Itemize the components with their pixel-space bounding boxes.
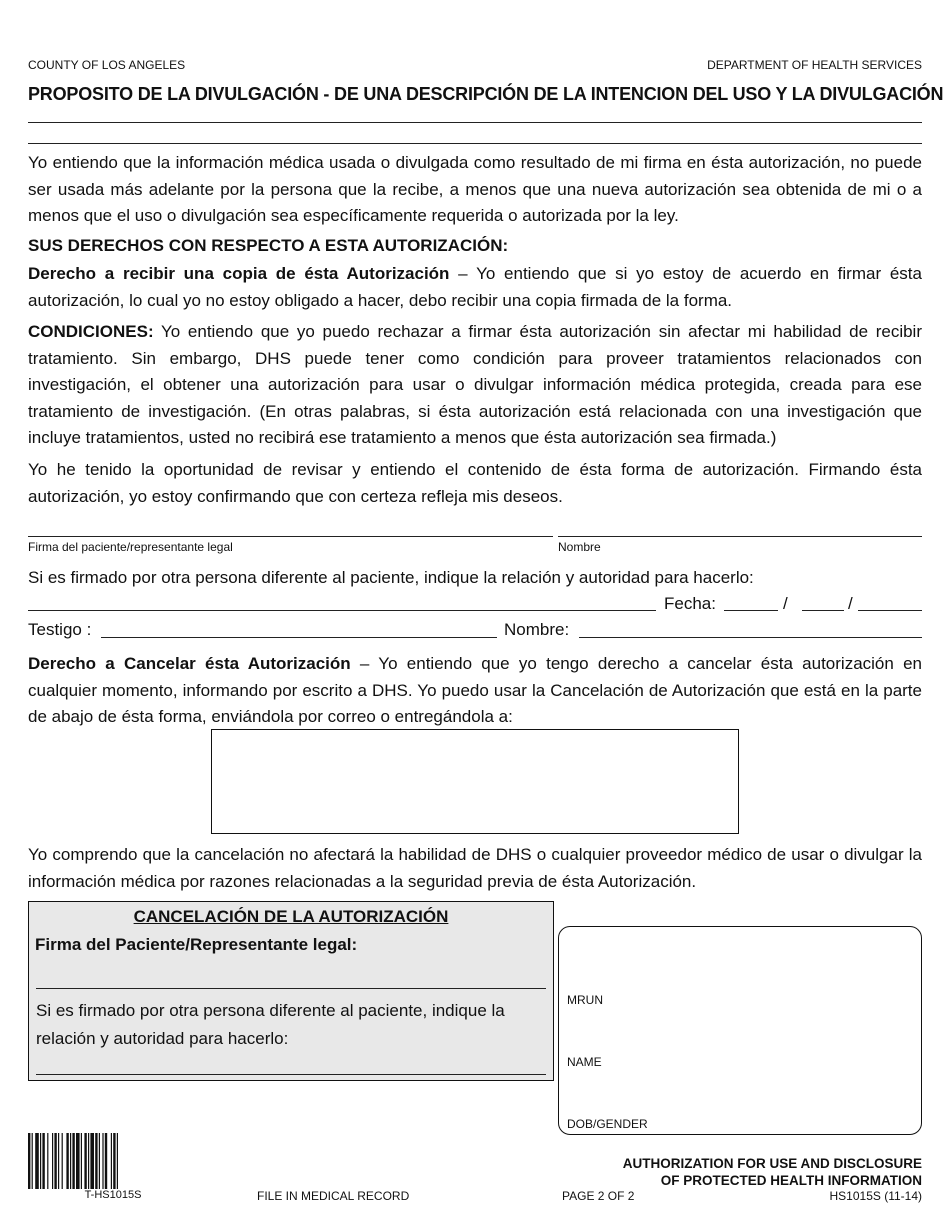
name-line[interactable] [558,536,922,537]
county-label: COUNTY OF LOS ANGELES [28,58,186,72]
cancellation-signature-label: Firma del Paciente/Representante legal: [35,935,358,954]
cancel-right-paragraph [28,651,922,731]
mailing-address-box[interactable] [211,729,739,834]
file-note: FILE IN MEDICAL RECORD [257,1189,410,1203]
witness-line[interactable] [101,637,497,638]
date-year-line[interactable] [858,610,922,611]
conditions-paragraph [28,319,922,452]
fecha-label: Fecha: [664,594,716,613]
revocation-effect-paragraph: Yo comprendo que la cancelación no afectará la habilidad de DHS o cualquier proveedor médico de usar o divulgar la información médica por razones relacionadas a la seguridad previa de ésta Autorización. [28,845,922,891]
form-title-line2: OF PROTECTED HEALTH INFORMATION [660,1173,922,1188]
page-number: PAGE 2 OF 2 [562,1189,635,1203]
barcode-icon [28,1133,198,1191]
patient-name-label: NAME [567,1055,602,1069]
name-label: Nombre [558,540,601,554]
mrun-label: MRUN [567,993,603,1007]
copy-right-label: Derecho a recibir una copia de ésta Autorización [28,264,450,283]
understanding-paragraph: Yo entiendo que la información médica usada o divulgada como resultado de mi firma en ésta autorización, no puede ser usada más adelante por la persona que la recibe, a menos que una nueva autorización sea obtenida de mi o a menos que el uso o divulgación sea específicamente requerida o autorizada por la ley. [28,153,922,225]
cancellation-other-person-text: Si es firmado por otra persona diferente al paciente, indique la relación y autoridad para hacerlo: [36,1001,505,1048]
form-number: HS1015S (11-14) [829,1189,922,1203]
patient-id-box [558,926,922,1135]
cancel-right-label: Derecho a Cancelar ésta Autorización [28,654,351,673]
copy-right-paragraph [28,261,922,314]
date-separator: / [783,594,788,613]
rights-heading: SUS DERECHOS CON RESPECTO A ESTA AUTORIZACIÓN: [28,236,509,255]
cancel-right-text: – Yo entiendo que yo tengo derecho a cancelar ésta autorización en cualquier momento, informando por escrito a DHS. Yo puedo usar la Cancelación de Autorización que está en la parte de abajo de ésta forma, enviándola por correo o entregándola a: [28,654,923,726]
cancellation-box [28,901,554,1081]
other-person-text: Si es firmado por otra persona diferente al paciente, indique la relación y autoridad para hacerlo: [28,568,754,587]
cancellation-signature-line[interactable] [36,988,546,989]
witness-name-label: Nombre: [504,620,570,639]
date-day-line[interactable] [802,610,844,611]
review-paragraph: Yo he tenido la oportunidad de revisar y entiendo el contenido de ésta forma de autorización. Firmando ésta autorización, yo estoy confirmando que con certeza refleja mis deseos. [28,460,922,506]
purpose-line[interactable] [28,143,922,144]
copy-right-text: – Yo entiendo que si yo estoy de acuerdo en firmar ésta autorización, lo cual yo no estoy obligado a hacer, debo recibir una copia firmada de la forma. [28,264,922,310]
title-rule [28,122,922,123]
barcode-text: T-HS1015S [84,1189,142,1201]
conditions-label: CONDICIONES: [28,322,154,341]
date-separator: / [848,594,853,613]
relationship-line[interactable] [28,610,656,611]
patient-signature-line[interactable] [28,536,553,537]
signature-label: Firma del paciente/representante legal [28,540,233,554]
witness-name-line[interactable] [579,637,922,638]
dob-gender-label: DOB/GENDER [567,1117,648,1131]
form-title-line1: AUTHORIZATION FOR USE AND DISCLOSURE [622,1156,922,1171]
date-month-line[interactable] [724,610,778,611]
page-title: PROPOSITO DE LA DIVULGACIÓN - DE UNA DESCRIPCIÓN DE LA INTENCION DEL USO Y LA DIVULGACIÓN [28,84,944,104]
cancellation-relationship-line[interactable] [36,1074,546,1075]
witness-label: Testigo : [28,620,92,639]
cancellation-title: CANCELACIÓN DE LA AUTORIZACIÓN [133,907,449,926]
conditions-text: Yo entiendo que yo puedo rechazar a firmar ésta autorización sin afectar mi habilidad de recibir tratamiento. Sin embargo, DHS puede tener como condición para proveer tratamientos relacionados con investigación, el obtener una autorización para usar o divulgar información médica protegida, creada para ese tratamiento de investigación. (En otras palabras, si ésta autorización está relacionada con una investigación que incluye tratamientos, usted no recibirá ese tratamiento a menos que ésta autorización sea firmada.) [28,322,922,447]
department-label: DEPARTMENT OF HEALTH SERVICES [707,58,922,72]
